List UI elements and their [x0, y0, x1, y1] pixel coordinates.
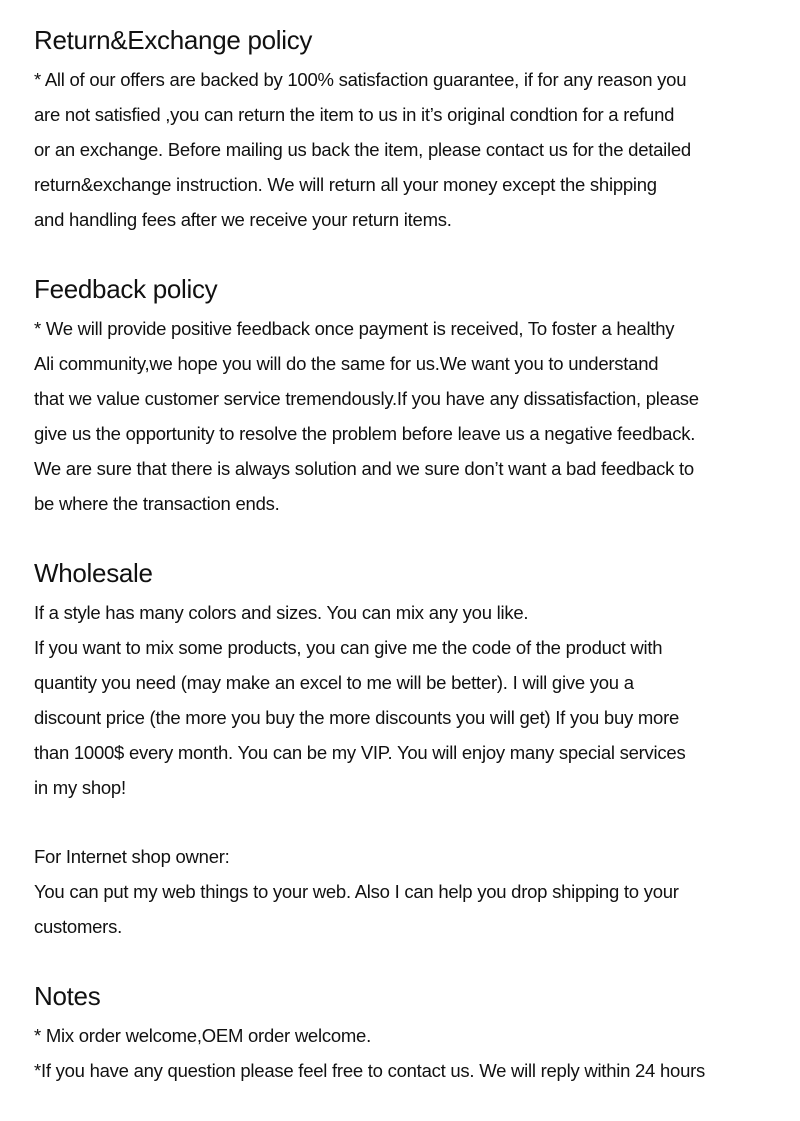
section-heading: Feedback policy [34, 274, 218, 304]
return-exchange-section [34, 22, 800, 237]
notes-section [34, 978, 800, 1088]
section-spacer [34, 944, 800, 978]
text-line: in my shop! [34, 777, 126, 798]
text-line: * All of our offers are backed by 100% satisfaction guarantee, if for any reason you [34, 69, 687, 90]
section-body [34, 311, 800, 521]
section-body [34, 62, 800, 237]
section-heading: Notes [34, 981, 101, 1011]
text-line: and handling fees after we receive your return items. [34, 209, 452, 230]
text-line: For Internet shop owner: [34, 846, 230, 867]
text-line: are not satisfied ,you can return the item to us in it’s original condtion for a refund [34, 104, 675, 125]
paragraph-spacer [34, 805, 800, 839]
wholesale-section [34, 555, 800, 944]
feedback-section [34, 271, 800, 521]
section-spacer [34, 237, 800, 271]
text-line: * Mix order welcome,OEM order welcome. [34, 1025, 371, 1046]
text-line: return&exchange instruction. We will return all your money except the shipping [34, 174, 657, 195]
section-body [34, 1018, 800, 1088]
section-heading: Return&Exchange policy [34, 25, 313, 55]
text-line: than 1000$ every month. You can be my VIP. You will enjoy many special services [34, 742, 686, 763]
text-line: or an exchange. Before mailing us back the item, please contact us for the detailed [34, 139, 691, 160]
text-line: give us the opportunity to resolve the problem before leave us a negative feedback. [34, 423, 696, 444]
text-line: Ali community,we hope you will do the same for us.We want you to understand [34, 353, 659, 374]
text-line: customers. [34, 916, 122, 937]
shop-owner-body [34, 839, 800, 944]
text-line: If you want to mix some products, you can give me the code of the product with [34, 637, 663, 658]
section-spacer [34, 521, 800, 555]
text-line: discount price (the more you buy the more discounts you will get) If you buy more [34, 707, 680, 728]
text-line: *If you have any question please feel free to contact us. We will reply within 24 hours [34, 1060, 706, 1081]
section-heading: Wholesale [34, 558, 153, 588]
text-line: We are sure that there is always solution and we sure don’t want a bad feedback to [34, 458, 694, 479]
text-line: You can put my web things to your web. Also I can help you drop shipping to your [34, 881, 679, 902]
text-line: * We will provide positive feedback once payment is received, To foster a healthy [34, 318, 675, 339]
text-line: that we value customer service tremendously.If you have any dissatisfaction, please [34, 388, 699, 409]
section-body [34, 595, 800, 805]
policy-document [34, 22, 800, 1088]
text-line: be where the transaction ends. [34, 493, 280, 514]
text-line: quantity you need (may make an excel to me will be better). I will give you a [34, 672, 634, 693]
text-line: If a style has many colors and sizes. You can mix any you like. [34, 602, 529, 623]
